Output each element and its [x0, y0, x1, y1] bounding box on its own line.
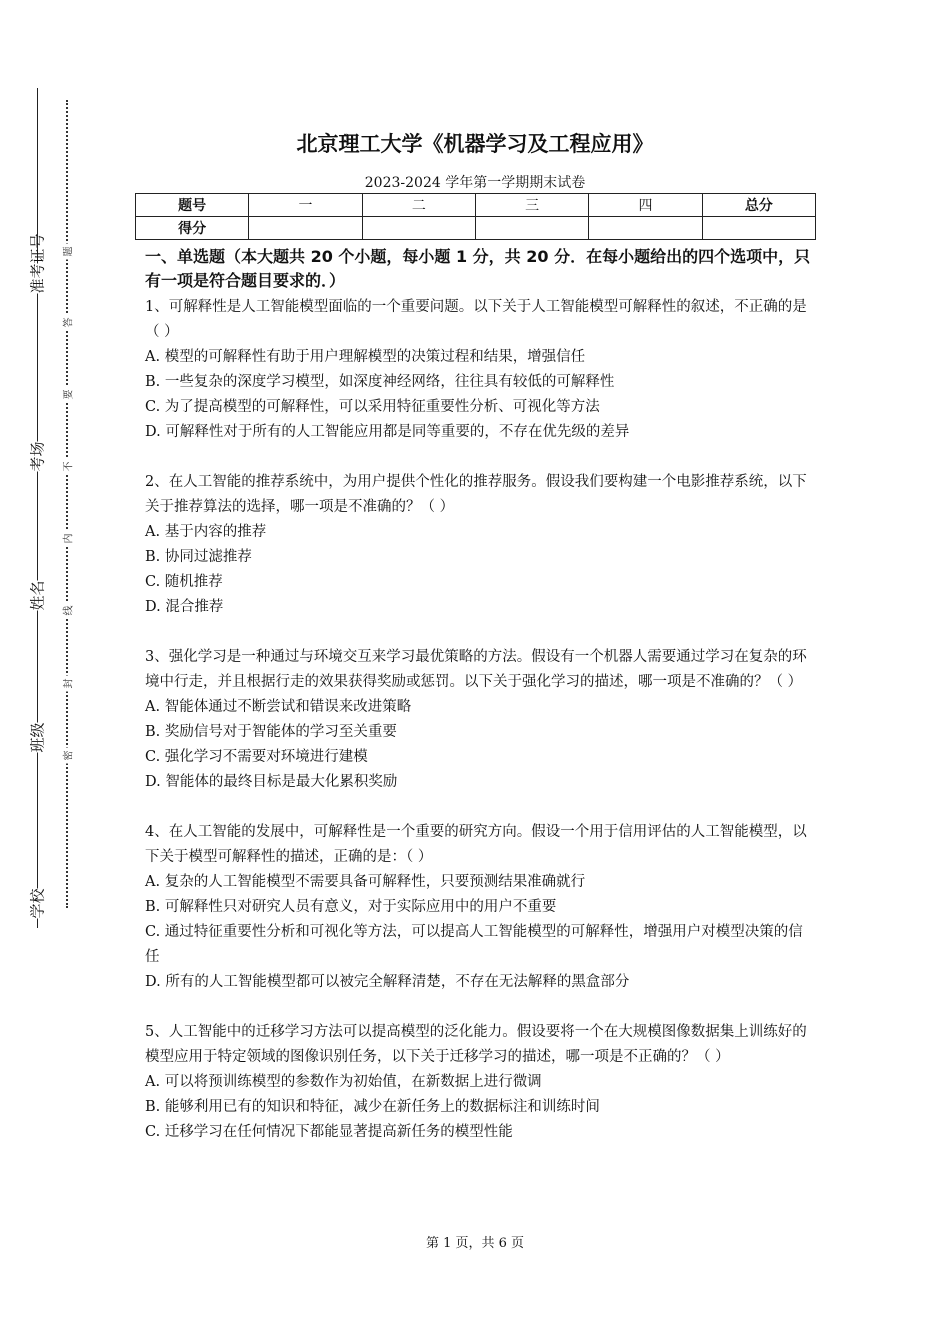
score-cell-header: 题号 [136, 194, 249, 217]
score-row-label: 得分 [136, 217, 249, 240]
score-cell-empty [589, 217, 702, 240]
option-c: C. 随机推荐 [145, 574, 223, 590]
option-d: D. 混合推荐 [145, 599, 224, 615]
option-c: C. 强化学习不需要对环境进行建模 [145, 749, 368, 765]
question-5 [145, 1020, 815, 1145]
option-d: D. 智能体的最终目标是最大化累积奖励 [145, 774, 398, 790]
binding-solid-line [37, 88, 38, 928]
section-heading: 一、单选题（本大题共 20 个小题，每小题 1 分，共 20 分．在每小题给出的四个选项中，只有一项是符合题目要求的．） [145, 247, 811, 290]
option-d: D. 所有的人工智能模型都可以被完全解释清楚，不存在无法解释的黑盒部分 [145, 974, 630, 990]
dot-char: 题 [60, 244, 75, 260]
question-stem: 2、在人工智能的推荐系统中，为用户提供个性化的推荐服务。假设我们要构建一个电影推荐系统，以下关于推荐算法的选择，哪一项是不准确的？（ ） [145, 474, 807, 515]
score-cell-header: 三 [475, 194, 588, 217]
score-cell-empty [475, 217, 588, 240]
binding-dotted-line [66, 100, 68, 908]
dot-char: 不 [60, 459, 75, 475]
exam-title: 北京理工大学《机器学习及工程应用》 [296, 132, 654, 156]
dot-char: 要 [60, 387, 75, 403]
score-cell-empty [702, 217, 815, 240]
exam-content [145, 245, 815, 1170]
score-table-header-row [136, 194, 816, 217]
option-b: B. 可解释性只对研究人员有意义，对于实际应用中的用户不重要 [145, 899, 557, 915]
question-stem: 5、人工智能中的迁移学习方法可以提高模型的泛化能力。假设要将一个在大规模图像数据集上训练好的模型应用于特定领域的图像识别任务，以下关于迁移学习的描述，哪一项是不正确的？（ ） [145, 1024, 807, 1065]
side-label-exam-room: 考场 [28, 441, 47, 472]
option-c: C. 通过特征重要性分析和可视化等方法，可以提高人工智能模型的可解释性，增强用户对模型决策的信任 [145, 924, 803, 965]
option-c: C. 迁移学习在任何情况下都能显著提高新任务的模型性能 [145, 1124, 513, 1140]
score-cell-header: 总分 [702, 194, 815, 217]
option-a: A. 智能体通过不断尝试和错误来改进策略 [145, 699, 412, 715]
dot-char: 密 [60, 748, 75, 764]
question-stem: 1、可解释性是人工智能模型面临的一个重要问题。以下关于人工智能模型可解释性的叙述，不正确的是（ ） [145, 299, 807, 340]
dot-char: 答 [60, 315, 75, 331]
question-1 [145, 295, 815, 445]
option-b: B. 能够利用已有的知识和特征，减少在新任务上的数据标注和训练时间 [145, 1099, 600, 1115]
option-a: A. 基于内容的推荐 [145, 524, 267, 540]
side-label-exam-id: 准考证号 [28, 233, 47, 294]
dot-char: 内 [60, 531, 75, 547]
dot-char: 封 [60, 676, 75, 692]
option-a: A. 模型的可解释性有助于用户理解模型的决策过程和结果，增强信任 [145, 349, 586, 365]
question-2 [145, 470, 815, 620]
question-3 [145, 645, 815, 795]
question-stem: 4、在人工智能的发展中，可解释性是一个重要的研究方向。假设一个用于信用评估的人工智能模型，以下关于模型可解释性的描述，正确的是：（ ） [145, 824, 807, 865]
option-b: B. 一些复杂的深度学习模型，如深度神经网络，往往具有较低的可解释性 [145, 374, 615, 390]
score-cell-empty [362, 217, 475, 240]
option-a: A. 复杂的人工智能模型不需要具备可解释性，只要预测结果准确就行 [145, 874, 586, 890]
score-cell-empty [249, 217, 362, 240]
score-cell-header: 四 [589, 194, 702, 217]
score-cell-header: 二 [362, 194, 475, 217]
side-label-class: 班级 [28, 722, 47, 753]
page-footer: 第 1 页，共 6 页 [425, 1236, 525, 1251]
option-a: A. 可以将预训练模型的参数作为初始值，在新数据上进行微调 [145, 1074, 542, 1090]
exam-subtitle: 2023-2024 学年第一学期期末试卷 [364, 175, 586, 191]
question-4 [145, 820, 815, 995]
score-table [135, 193, 816, 240]
side-label-school: 学校 [28, 888, 47, 919]
score-table-score-row [136, 217, 816, 240]
dot-char: 线 [60, 603, 75, 619]
option-b: B. 协同过滤推荐 [145, 549, 252, 565]
question-stem: 3、强化学习是一种通过与环境交互来学习最优策略的方法。假设有一个机器人需要通过学习在复杂的环境中行走，并且根据行走的效果获得奖励或惩罚。以下关于强化学习的描述，哪一项是不准确的？（ ） [145, 649, 807, 690]
side-label-name: 姓名 [28, 580, 47, 611]
option-b: B. 奖励信号对于智能体的学习至关重要 [145, 724, 397, 740]
score-cell-header: 一 [249, 194, 362, 217]
option-d: D. 可解释性对于所有的人工智能应用都是同等重要的，不存在优先级的差异 [145, 424, 630, 440]
option-c: C. 为了提高模型的可解释性，可以采用特征重要性分析、可视化等方法 [145, 399, 600, 415]
